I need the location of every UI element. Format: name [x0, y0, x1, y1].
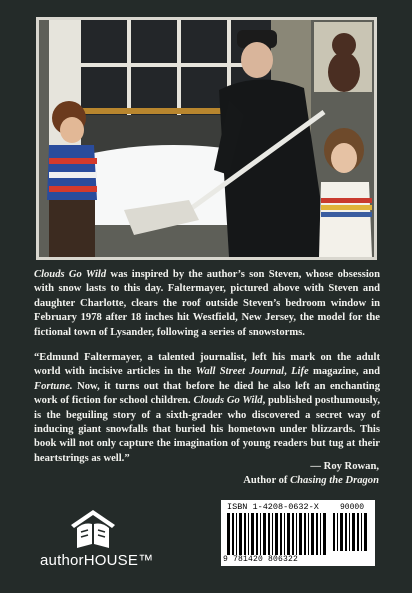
publisher-name: authorHOUSE™ — [40, 552, 154, 569]
quote-text: “Edmund Faltermayer, a talented journalist, left his mark on the adult world with incisive articles in the — [34, 352, 380, 378]
cover-photo — [36, 17, 377, 260]
quote-book-title: Clouds Go Wild — [193, 395, 263, 407]
photo-caption — [34, 268, 380, 340]
isbn-barcode — [221, 500, 375, 566]
quote-text: magazine, and — [308, 366, 380, 378]
attribution-book-title: Chasing the Dragon — [290, 475, 379, 487]
family-snow-photo — [39, 20, 374, 257]
addon-barcode-bars — [333, 513, 371, 551]
quote-text: , published posthumously, is the beguiling story of a sixth-grader who discovered a secret way of inducing giant snowfalls that buried his hometown under blizzards. This book will not only capture the imagination of young readers but tug at their heartstrings as well.” — [34, 395, 380, 464]
quote-publication: Life — [291, 366, 309, 378]
price-addon: 90000 — [339, 503, 364, 512]
caption-text: was inspired by the author’s son Steven, whose obsession with snow lasts to this day. Faltermayer, pictured above with Steven and daughter Charlotte, clears the roof outside Steven’s bedroom window in February 1978 after 18 inches hit Westfield, New Jersey, the model for the fictional town of Lysander, following a series of snowstorms. — [34, 269, 380, 338]
isbn-number: ISBN 1-4208-0632-X — [227, 502, 319, 512]
caption-book-title: Clouds Go Wild — [34, 269, 107, 280]
review-quote — [34, 351, 380, 466]
quote-text: , — [284, 366, 292, 378]
barcode-digits: 9 781420 806322 — [223, 555, 299, 564]
quote-attribution — [243, 460, 379, 489]
barcode-bars — [227, 513, 329, 555]
attribution-role: Author of Chasing the Dragon — [243, 475, 379, 487]
publisher-logo — [40, 508, 154, 569]
quote-publication: Wall Street Journal — [195, 366, 285, 378]
attribution-name: — Roy Rowan, — [310, 461, 379, 472]
quote-publication: Fortune. — [34, 380, 73, 392]
quote-text: Now, it turns out that before he died he also left an enchanting work of fiction for school children. — [34, 380, 380, 407]
house-book-icon — [68, 508, 118, 550]
